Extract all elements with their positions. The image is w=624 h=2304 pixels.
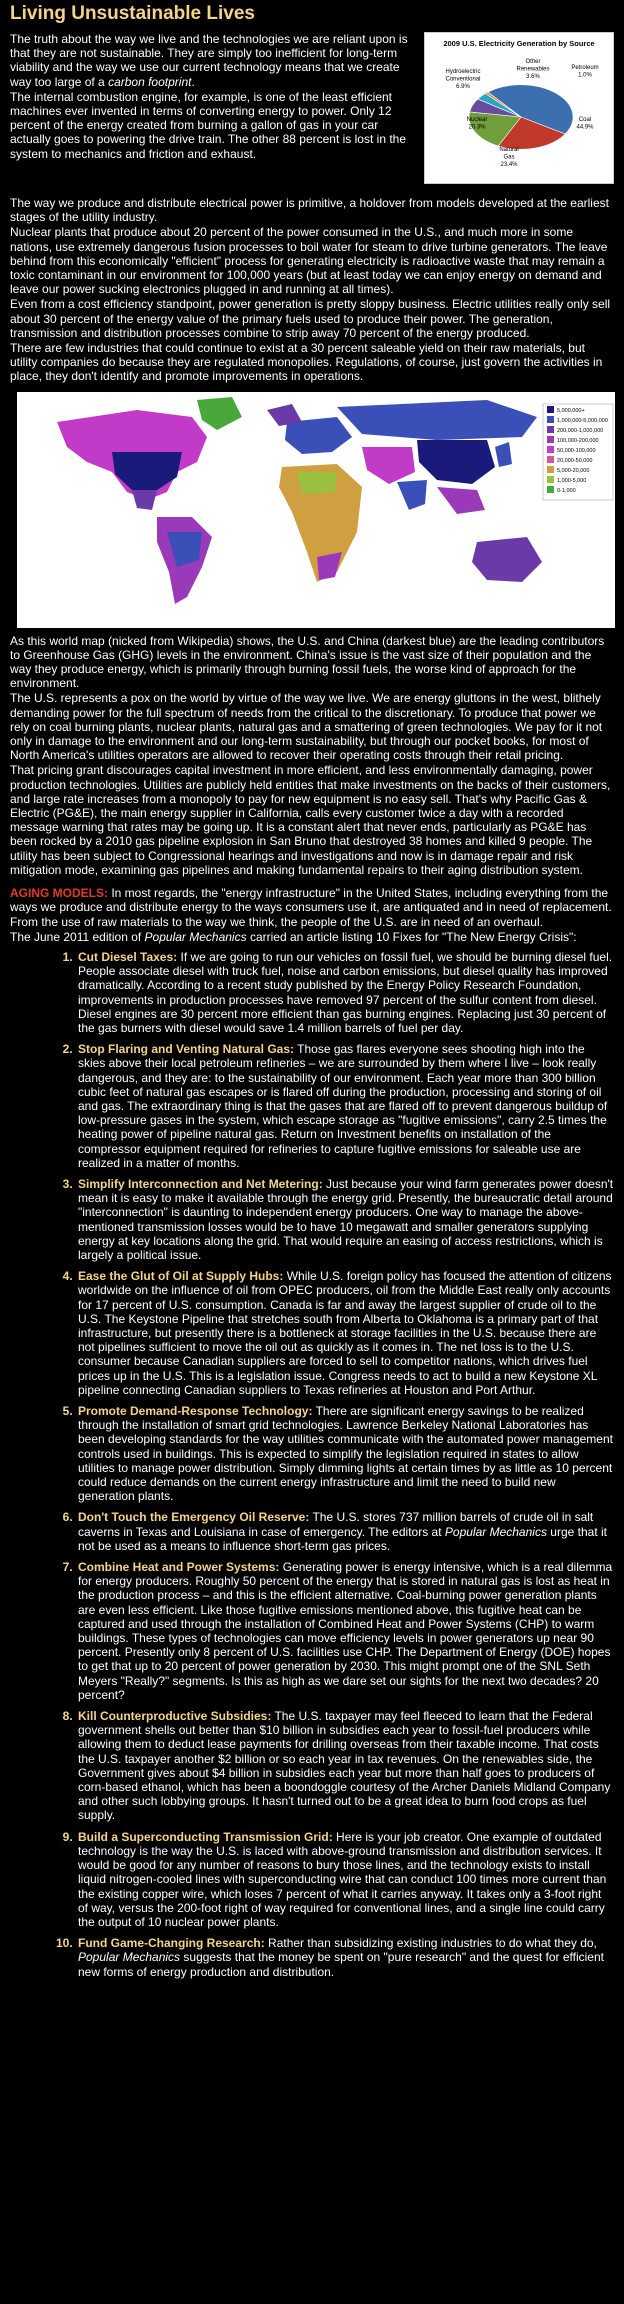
pie-label-5-0: Petroleum: [571, 65, 599, 71]
map-legend-swatch-0: [547, 406, 554, 413]
june-emphasis: Popular Mechanics: [144, 929, 247, 944]
paragraph-4: Nuclear plants that produce about 20 percent of the power consumed in the U.S., and much more in some nations, use extremely dangerous fusion processes to boil water for steam to drive turbine generators. The leave behind from this economically "efficient" process for generating electricity is radioactive waste that may remain a toxic contaminant in our environment for 100,000 years (but at least today we can enjoy energy on demand and leave our power sucking electronics plugged in and running at all times).: [10, 225, 608, 297]
pie-label-4-2: 3.6%: [526, 74, 540, 80]
pie-label-3-1: Conventional: [445, 76, 481, 83]
paragraph-9: That pricing grant discourages capital investment in more efficient, and less environmentally damaging, power production technologies. Utilities are publicly held entities that make investments on the backs of their customers, and large rate increases from a monopoly to pay for new equipment is no easy sell. That's why Pacific Gas & Electric (PG&E), the main energy supplier in California, calls every customer twice a day with a recorded message warning that rates may be going up. It is a constant alert that never ends, particularly as PG&E has been rocked by a 2010 gas pipeline explosion in San Bruno that destroyed 38 homes and killed 9 people. The utility has been subject to Congressional hearings and investigations and now is in damage repair and risk mitigation mode, examining gas pipelines and making fundamental repairs to their aging distribution system.: [10, 763, 611, 877]
map-legend-label-7: 1,000-5,000: [557, 477, 587, 484]
pie-label-4-1: Renewables: [516, 66, 550, 73]
pie-chart: [424, 32, 614, 184]
pie-chart-title: 2009 U.S. Electricity Generation by Source: [443, 39, 595, 48]
june-edition-paragraph: [10, 930, 614, 944]
map-legend-swatch-5: [547, 456, 554, 463]
map-legend-label-1: 1,000,000-5,000,000: [557, 417, 608, 424]
map-legend-swatch-7: [547, 476, 554, 483]
map-legend-swatch-2: [547, 426, 554, 433]
paragraph-5: Even from a cost efficiency standpoint, power generation is pretty sloppy business. Electric utilities really only sell about 30 percent of the energy value of the primary fuels used to produce their power. The generation, transmission and distribution processes combine to strip away 70 percent of the energy produced.: [10, 297, 611, 340]
pie-label-0-1: 44.9%: [576, 124, 594, 131]
pie-label-4-0: Other: [525, 59, 541, 65]
aging-models-text: In most regards, the "energy infrastructure" in the United States, including everything from the ways we produce and distribute energy to the ways consumers use it, are antiquated and in need of replacement. From the use of raw materials to the way we think, the people of the U.S. are in need of an overhaul.: [10, 886, 612, 929]
map-legend-label-6: 5,000-20,000: [557, 467, 590, 474]
list-item: 6. Don't Touch the Emergency Oil Reserve: The U.S. stores 737 million barrels of crude oil in salt caverns in Texas and Louisiana in case of emergency. The editors at Popular Mechanics urge that it not be used as a means to influence short-term gas prices.: [76, 1510, 614, 1553]
aging-models-label: AGING MODELS:: [10, 886, 108, 901]
june-text-end: carried an article listing 10 Fixes for "The New Energy Crisis":: [246, 929, 577, 944]
map-legend-label-0: 5,000,000+: [557, 407, 585, 414]
pie-label-3-2: 6.9%: [456, 84, 470, 90]
aging-models-paragraph: [10, 886, 614, 929]
fixes-list: [10, 950, 614, 1979]
pie-label-1-1: Gas: [503, 154, 515, 161]
map-legend-swatch-8: [547, 486, 554, 493]
intro-paragraph-2: The internal combustion engine, for example, is one of the least efficient machines ever invented in terms of converting energy to power. Only 12 percent of the energy created from burning a gallon of gas in your car actually goes to powering the drive train. The other 88 percent is lost in the system to mechanics and friction and exhaust.: [10, 89, 407, 161]
list-item: 10. Fund Game-Changing Research: Rather than subsidizing existing industries to do what they do, Popular Mechanics suggests that the money be spent on "pure research" and the quest for efficient new forms of energy production and distribution.: [76, 1936, 614, 1979]
map-legend-label-5: 20,000-50,000: [557, 457, 593, 464]
map-legend-label-2: 200,000-1,000,000: [557, 427, 604, 434]
list-item: 3. Simplify Interconnection and Net Metering: Just because your wind farm generates power doesn't mean it is easy to make it available through the energy grid. Presently, the bureaucratic detail around "interconnection" is daunting to independent energy producers. One way to manage the above-mentioned transmission losses would be to have 10 megawatt and smaller generators supplying energy at key locations along the grid. That would require an easing of access restrictions, which is largely a political issue.: [76, 1177, 614, 1262]
paragraph-7: As this world map (nicked from Wikipedia) shows, the U.S. and China (darkest blue) are the leading contributors to Greenhouse Gas (GHG) levels in the environment. China's issue is the vast size of their population and the way they produce energy, which is primarily through burning fossil fuels, the worse kind of approach for the environment.: [10, 633, 605, 691]
list-item: 5. Promote Demand-Response Technology: There are significant energy savings to be realized through the installation of smart grid technologies. Lawrence Berkeley National Laboratories has been developing standards for the way utilities communicate with the automated power management controls used in buildings. This is expected to simplify the legislation required in states to allow utilities to manage power distribution. Simply dimming lights at certain times by as little as 10 percent could reduce demands on the current energy infrastructure and limit the need to build new generation plants.: [76, 1404, 614, 1503]
pie-label-0-0: Coal: [578, 117, 592, 123]
pie-label-5-1: 1.0%: [578, 72, 592, 79]
pie-label-3-0: Hydroelectric: [445, 69, 481, 75]
page-title: Living Unsustainable Lives: [10, 3, 255, 24]
map-legend: [543, 404, 613, 500]
paragraph-6: There are few industries that could continue to exist at a 30 percent saleable yield on their raw materials, but utility companies do because they are regulated monopolies. Regulations, of course, just govern the activities in place, they don't identify and promote improvements in operations.: [10, 341, 603, 384]
list-item: 1. Cut Diesel Taxes: If we are going to run our vehicles on fossil fuel, we should be burning diesel fuel. People associate diesel with truck fuel, noise and carbon emissions, but diesel quality has improved dramatically. According to a recent study published by the Energy Policy Research Foundation, improvements in production processes have removed 97 percent of the sulfur content from diesel. Diesel engines are 30 percent more efficient than gas burning engines. Replacing just 30 percent of the gas burners with diesel would save 1.4 million barrels of fuel per day.: [76, 950, 614, 1035]
list-item: 4. Ease the Glut of Oil at Supply Hubs: While U.S. foreign policy has focused the attention of citizens worldwide on the influence of oil from OPEC producers, oil from the Middle East really only accounts for 17 percent of U.S. consumption. Canada is far and away the largest supplier of crude oil to the U.S. The Keystone Pipeline that stretches south from Alberta to Oklahoma is a primary part of that infrastructure, but presently there is a bottleneck at storage facilities in the U.S. because there are not pipelines sufficient to move the oil out as quickly as it comes in. The net loss is to the U.S. consumer because Canadian suppliers are forced to sell to competitor nations, which drives fuel prices up in the U.S. This is a legislation issue. Congress needs to act to build a new Keystone XL pipeline connecting Canadian suppliers to Texas refineries at Houston and Port Arthur.: [76, 1269, 614, 1397]
pie-chart-svg: [425, 33, 613, 183]
map-legend-label-8: 0-1,000: [557, 487, 576, 494]
map-legend-label-4: 50,000-100,000: [557, 447, 596, 454]
world-map-svg: [17, 392, 615, 628]
pie-label-2-1: 20.3%: [468, 124, 486, 131]
list-item: 9. Build a Superconducting Transmission Grid: Here is your job creator. One example of outdated technology is the way the U.S. is laced with above-ground transmission and distribution services. It would be good for any number of reasons to bury those lines, and the technology exists to install liquid nitrogen-cooled lines with superconducting wire that can conduct 100 times more current than the existing copper wire, which loses 7 percent of what it carries anyway. It takes only a 3-foot right of way, versus the 200-foot right of way required for conventional lines, and a single line could carry the output of 10 nuclear power plants.: [76, 1830, 614, 1929]
intro-text-end: .: [191, 74, 195, 89]
intro-text: The truth about the way we live and the technologies we are reliant upon is that they are not sustainable. They are simply too inefficient for long-term viability and the way we use our current technology means that we create way too large of a: [10, 32, 408, 89]
map-legend-swatch-6: [547, 466, 554, 473]
list-item: 7. Combine Heat and Power Systems: Generating power is energy intensive, which is a real dilemma for energy producers. Roughly 50 percent of the energy that is stored in natural gas is lost as heat in the production process – and this is the efficient alternative. Coal-burning power generation plants are even less efficient. Like those fugitive emissions mentioned above, this fugitive heat can be captured and used through the installation of Combined Heat and Power Systems (CHP) to warm buildings. These types of technologies can move efficiency levels in power generators up near 90 percent. Presently only 8 percent of U.S. facilities use CHP. The Department of Energy (DOE) hopes to get that up to 20 percent of power generation by 2030. This might prompt one of the SNL Seth Meyers "Really?" segments. Is this as high as we dare set our sights for the next two decades? 20 percent?: [76, 1560, 614, 1702]
intro-emphasis: carbon footprint: [108, 74, 192, 89]
pie-label-2-0: Nuclear: [466, 117, 488, 123]
world-map: [17, 392, 615, 628]
list-item: 2. Stop Flaring and Venting Natural Gas: Those gas flares everyone sees shooting high into the skies above their local petroleum refineries – we are surrounded by them where I live – look really dangerous, and they are: to the sustainability of our environment. Each year more than 300 billion cubic feet of natural gas escapes or is flared off during the production, processing and storing of oil and gas. The extraordinary thing is that the gases that are flared off to prevent dangerous buildup of low-pressure gases in the system, which escape storage as "fugitive emissions", carry 2.5 times the heating power of pipeline natural gas. Return on Investment benefits on installation of the compressor equipment required for refineries to capture fugitive emissions for saleable use are realized in a matter of months.: [76, 1042, 614, 1170]
pie-label-1-0: Natural: [499, 147, 519, 153]
paragraph-8: The U.S. represents a pox on the world by virtue of the way we live. We are energy gluttons in the west, blithely demanding power for the full spectrum of needs from the critical to the discretionary. To produce that power we rely on coal burning plants, nuclear plants, natural gas and a smattering of green technologies. We pay for it not only in damage to the environment and our long-term sustainability, but through our pocket books, for most of North America's utilities operators are allowed to recover their operating costs through their retail pricing.: [10, 691, 603, 763]
map-legend-swatch-1: [547, 416, 554, 423]
list-item: 8. Kill Counterproductive Subsidies: The U.S. taxpayer may feel fleeced to learn that the Federal government shells out better than $10 billion in subsidies each year to fossil-fuel producers while allowing them to deduct lease payments for drilling overseas from their taxable income. That costs the U.S. taxpayer another $2 billion or so each year in tax revenues. On the renewables side, the Government gives about $4 billion in subsidies each year but more than half goes to producers of corn-based ethanol, which has been a boondoggle courtesy of the Archer Daniels Midland Company and other such lobbying groups. It hasn't turned out to be a great idea to burn food crops as fuel supply.: [76, 1709, 614, 1823]
paragraph-3: The way we produce and distribute electrical power is primitive, a holdover from models developed at the earliest stages of the utility industry.: [10, 196, 609, 225]
map-legend-swatch-4: [547, 446, 554, 453]
map-legend-label-3: 100,000-200,000: [557, 437, 599, 444]
map-legend-swatch-3: [547, 436, 554, 443]
pie-label-1-2: 23.4%: [500, 162, 518, 168]
june-text: The June 2011 edition of: [10, 929, 145, 944]
